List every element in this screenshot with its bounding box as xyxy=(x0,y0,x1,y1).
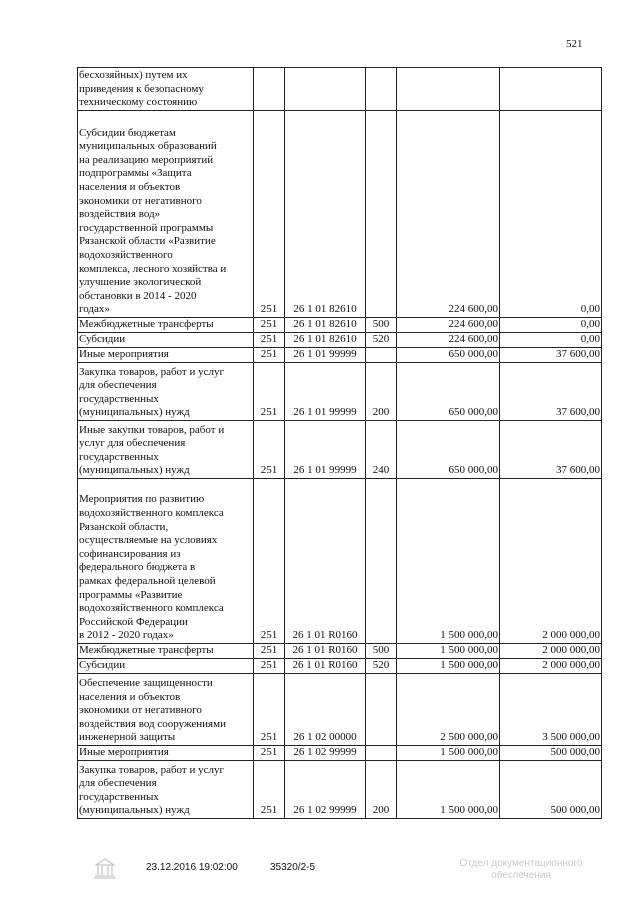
row-amount-year-2: 3 500 000,00 xyxy=(500,674,602,746)
row-description: Межбюджетные трансферты xyxy=(78,318,254,333)
row-target-article: 26 1 01 99999 xyxy=(285,348,366,363)
page-footer xyxy=(0,858,640,892)
row-description: Иные мероприятия xyxy=(78,746,254,761)
footer-document-number: 35320/2-5 xyxy=(270,862,316,873)
row-department-code: 251 xyxy=(254,761,285,819)
row-amount-year-1: 1 500 000,00 xyxy=(397,746,500,761)
row-expense-type: 200 xyxy=(366,363,397,421)
page-number: 521 xyxy=(566,38,583,50)
row-department-code: 251 xyxy=(254,318,285,333)
watermark-line: Отдел документационного xyxy=(459,858,583,869)
row-amount-year-2: 0,00 xyxy=(500,111,602,318)
row-amount-year-2: 500 000,00 xyxy=(500,746,602,761)
row-amount-year-1 xyxy=(397,68,500,111)
watermark-line: обеспечения xyxy=(491,870,551,881)
row-description: Межбюджетные трансферты xyxy=(78,644,254,659)
row-target-article: 26 1 01 99999 xyxy=(285,421,366,479)
row-department-code: 251 xyxy=(254,644,285,659)
row-target-article: 26 1 01 82610 xyxy=(285,333,366,348)
row-department-code: 251 xyxy=(254,659,285,674)
row-expense-type: 240 xyxy=(366,421,397,479)
row-amount-year-1: 2 500 000,00 xyxy=(397,674,500,746)
row-description: Закупка товаров, работ и услуг для обеспечения государственных (муниципальных) нужд xyxy=(78,761,254,819)
row-expense-type: 520 xyxy=(366,659,397,674)
row-expense-type xyxy=(366,674,397,746)
row-department-code xyxy=(254,68,285,111)
row-amount-year-2: 37 600,00 xyxy=(500,363,602,421)
row-target-article: 26 1 01 R0160 xyxy=(285,479,366,644)
row-description: Иные закупки товаров, работ и услуг для обеспечения государственных (муниципальных) нужд xyxy=(78,421,254,479)
row-amount-year-1: 650 000,00 xyxy=(397,363,500,421)
row-amount-year-2: 0,00 xyxy=(500,333,602,348)
row-amount-year-2: 37 600,00 xyxy=(500,421,602,479)
row-target-article: 26 1 01 82610 xyxy=(285,318,366,333)
row-department-code: 251 xyxy=(254,674,285,746)
row-department-code: 251 xyxy=(254,746,285,761)
table-row xyxy=(78,421,602,479)
table-row xyxy=(78,674,602,746)
row-description: Субсидии xyxy=(78,659,254,674)
row-expense-type xyxy=(366,111,397,318)
table-row xyxy=(78,659,602,674)
row-description: Мероприятия по развитию водохозяйственного комплекса Рязанской области, осуществляемые на условиях софинансирования из федерального бюджета в рамках федеральной целевой программы «Развитие водохозяйственного комплекса Российской Федерации в 2012 - 2020 годах» xyxy=(78,479,254,644)
row-expense-type: 520 xyxy=(366,333,397,348)
row-target-article: 26 1 01 82610 xyxy=(285,111,366,318)
row-expense-type: 200 xyxy=(366,761,397,819)
row-amount-year-1: 1 500 000,00 xyxy=(397,644,500,659)
row-expense-type xyxy=(366,348,397,363)
row-amount-year-1: 224 600,00 xyxy=(397,111,500,318)
table-row xyxy=(78,479,602,644)
row-department-code: 251 xyxy=(254,348,285,363)
row-expense-type xyxy=(366,68,397,111)
row-amount-year-2 xyxy=(500,68,602,111)
row-expense-type: 500 xyxy=(366,318,397,333)
row-target-article: 26 1 01 R0160 xyxy=(285,659,366,674)
building-stamp-icon xyxy=(92,856,118,882)
row-amount-year-2: 2 000 000,00 xyxy=(500,659,602,674)
budget-table-body xyxy=(78,68,602,819)
row-amount-year-2: 2 000 000,00 xyxy=(500,479,602,644)
row-target-article: 26 1 01 99999 xyxy=(285,363,366,421)
row-expense-type xyxy=(366,479,397,644)
row-description: Иные мероприятия xyxy=(78,348,254,363)
row-amount-year-1: 1 500 000,00 xyxy=(397,659,500,674)
row-target-article: 26 1 01 R0160 xyxy=(285,644,366,659)
row-target-article xyxy=(285,68,366,111)
row-target-article: 26 1 02 00000 xyxy=(285,674,366,746)
row-amount-year-2: 2 000 000,00 xyxy=(500,644,602,659)
row-department-code: 251 xyxy=(254,363,285,421)
footer-timestamp: 23.12.2016 19:02:00 xyxy=(146,862,238,873)
row-department-code: 251 xyxy=(254,479,285,644)
table-row xyxy=(78,348,602,363)
row-amount-year-1: 224 600,00 xyxy=(397,333,500,348)
table-row xyxy=(78,68,602,111)
row-amount-year-2: 500 000,00 xyxy=(500,761,602,819)
row-description: бесхозяйных) путем их приведения к безопасному техническому состоянию xyxy=(78,68,254,111)
row-description: Субсидии xyxy=(78,333,254,348)
row-target-article: 26 1 02 99999 xyxy=(285,761,366,819)
table-row xyxy=(78,746,602,761)
budget-table xyxy=(77,67,602,819)
footer-watermark xyxy=(446,858,596,882)
row-amount-year-1: 1 500 000,00 xyxy=(397,761,500,819)
table-row xyxy=(78,333,602,348)
row-amount-year-1: 650 000,00 xyxy=(397,421,500,479)
row-department-code: 251 xyxy=(254,111,285,318)
row-description: Закупка товаров, работ и услуг для обеспечения государственных (муниципальных) нужд xyxy=(78,363,254,421)
row-amount-year-2: 0,00 xyxy=(500,318,602,333)
row-amount-year-2: 37 600,00 xyxy=(500,348,602,363)
row-description: Обеспечение защищенности населения и объектов экономики от негативного воздействия вод сооружениями инженерной защиты xyxy=(78,674,254,746)
row-amount-year-1: 650 000,00 xyxy=(397,348,500,363)
row-amount-year-1: 1 500 000,00 xyxy=(397,479,500,644)
table-row xyxy=(78,761,602,819)
table-row xyxy=(78,363,602,421)
row-description: Субсидии бюджетам муниципальных образований на реализацию мероприятий подпрограммы «Защита населения и объектов экономики от негативного воздействия вод» государственной программы Рязанской области «Развитие водохозяйственного комплекса, лесного хозяйства и улучшение экологической обстановки в 2014 - 2020 годах» xyxy=(78,111,254,318)
row-amount-year-1: 224 600,00 xyxy=(397,318,500,333)
table-row xyxy=(78,111,602,318)
table-row xyxy=(78,318,602,333)
row-department-code: 251 xyxy=(254,333,285,348)
row-target-article: 26 1 02 99999 xyxy=(285,746,366,761)
row-expense-type xyxy=(366,746,397,761)
row-department-code: 251 xyxy=(254,421,285,479)
row-expense-type: 500 xyxy=(366,644,397,659)
table-row xyxy=(78,644,602,659)
